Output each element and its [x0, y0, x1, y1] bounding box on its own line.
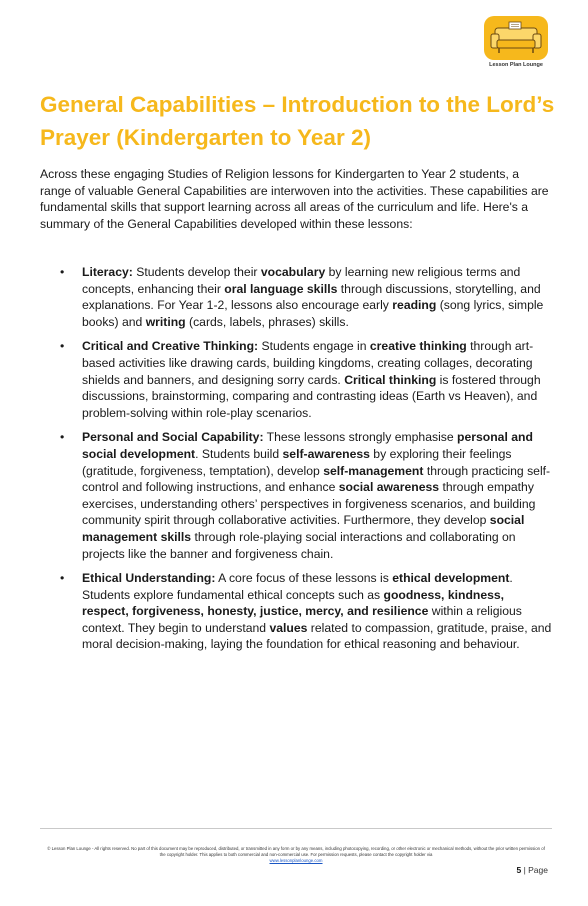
text-run: Students engage in: [258, 339, 370, 354]
bold-term: social awareness: [338, 480, 440, 495]
capability-literacy: [40, 264, 552, 330]
capabilities-list: [40, 264, 552, 661]
page-number: [516, 865, 548, 875]
text-run: by exploring their feelings (gratitude, forgiveness, temptation), develop: [82, 446, 512, 478]
page-number-value: 5: [516, 865, 522, 875]
text-run: related to compassion, gratitude, praise, and moral decision-making, laying the foundation for ethical reasoning and behaviour.: [82, 620, 552, 652]
bold-term: ethical development: [392, 571, 510, 586]
bold-term: Ethical Understanding:: [82, 571, 216, 586]
text-run: through practicing self-control and following instructions, and enhance: [82, 463, 551, 495]
text-run: . Students explore fundamental ethical concepts such as: [82, 571, 513, 602]
text-run: A core focus of these lessons is: [215, 571, 393, 586]
text-run: through role-playing social interactions and collaborating on projects like the banner and forgiveness chain.: [82, 529, 516, 561]
capability-text: [82, 430, 550, 560]
page-separator: |: [521, 865, 529, 875]
text-run: (song lyrics, simple books) and: [82, 298, 544, 329]
bullet-icon: •: [60, 265, 65, 279]
capability-text: [82, 339, 541, 419]
page-label: Page: [528, 865, 548, 875]
bold-term: writing: [145, 314, 186, 329]
bold-term: goodness, kindness, respect, forgiveness, honesty, justice, mercy, and resilience: [82, 587, 505, 619]
bold-term: social management skills: [82, 513, 525, 544]
text-run: (cards, labels, phrases) skills.: [185, 314, 349, 329]
page-title: General Capabilities – Introduction to the Lord’s Prayer (Kindergarten to Year 2): [40, 92, 555, 150]
bold-term: personal and social development: [82, 430, 533, 461]
text-run: within a religious context. They begin to understand: [82, 604, 522, 635]
logo-text: Lesson Plan Lounge: [489, 62, 543, 68]
bold-term: Critical thinking: [344, 372, 437, 387]
bullet-icon: •: [60, 339, 65, 354]
text-run: through discussions, storytelling, and explanations. For Year 1-2, lessons also encourage early: [82, 281, 541, 313]
text-run: through empathy exercises, understanding others’ perspectives in forgiveness scenarios, and building community spirit through collaborative activities. Furthermore, they develop: [82, 480, 536, 528]
capability-personal-social: [40, 429, 552, 562]
bold-term: reading: [392, 298, 437, 313]
capability-critical-creative-thinking: [40, 338, 552, 421]
copyright-text: © Lesson Plan Lounge - All rights reserved. No part of this document may be reproduced, distributed, or transmitted in any form or by any means, including photocopying, recording, or other electronic or mechanical methods, without the prior written permission of the copyright holder. This applies to both commercial and non-commercial use. For permission requests, please contact the copyright holder via: [47, 846, 545, 857]
text-run: . Students build: [195, 446, 283, 461]
footer-divider: [40, 828, 552, 829]
text-run: is fostered through discussions, brainstorming, comparing and contrasting ideas (Earth vs Heaven), and problem-solving within role-play scenarios.: [82, 372, 541, 420]
footer-copyright: [44, 846, 548, 864]
text-run: Students develop their: [132, 265, 261, 279]
text-run: These lessons strongly emphasise: [263, 430, 458, 445]
bold-term: self-awareness: [282, 446, 370, 461]
bold-term: self-management: [323, 463, 424, 478]
bold-term: vocabulary: [260, 265, 326, 279]
bold-term: oral language skills: [224, 281, 338, 296]
intro-paragraph: Across these engaging Studies of Religion lessons for Kindergarten to Year 2 students, a range of valuable General Capabilities are interwoven into the activities. These capabilities are fundamental skills that support learning across all areas of the curriculum and life. Here's a summary of the General Capabilities developed within these lessons:: [40, 167, 549, 231]
bold-term: values: [269, 620, 308, 635]
bold-term: creative thinking: [369, 339, 467, 354]
bullet-icon: •: [60, 571, 65, 586]
text-run: through art-based activities like drawing cards, building kingdoms, creating collages, decorating shields and banners, and designing sorry cards.: [82, 339, 534, 387]
bold-term: Literacy:: [82, 265, 133, 279]
capability-text: [82, 571, 551, 651]
capability-text: [82, 265, 543, 329]
bold-term: Personal and Social Capability:: [82, 430, 264, 445]
website-link[interactable]: www.lessonplanlounge.com: [269, 858, 323, 863]
capability-ethical-understanding: [40, 570, 552, 653]
bullet-icon: •: [60, 430, 65, 445]
text-run: by learning new religious terms and concepts, enhancing their: [82, 265, 521, 296]
bold-term: Critical and Creative Thinking:: [82, 339, 259, 354]
